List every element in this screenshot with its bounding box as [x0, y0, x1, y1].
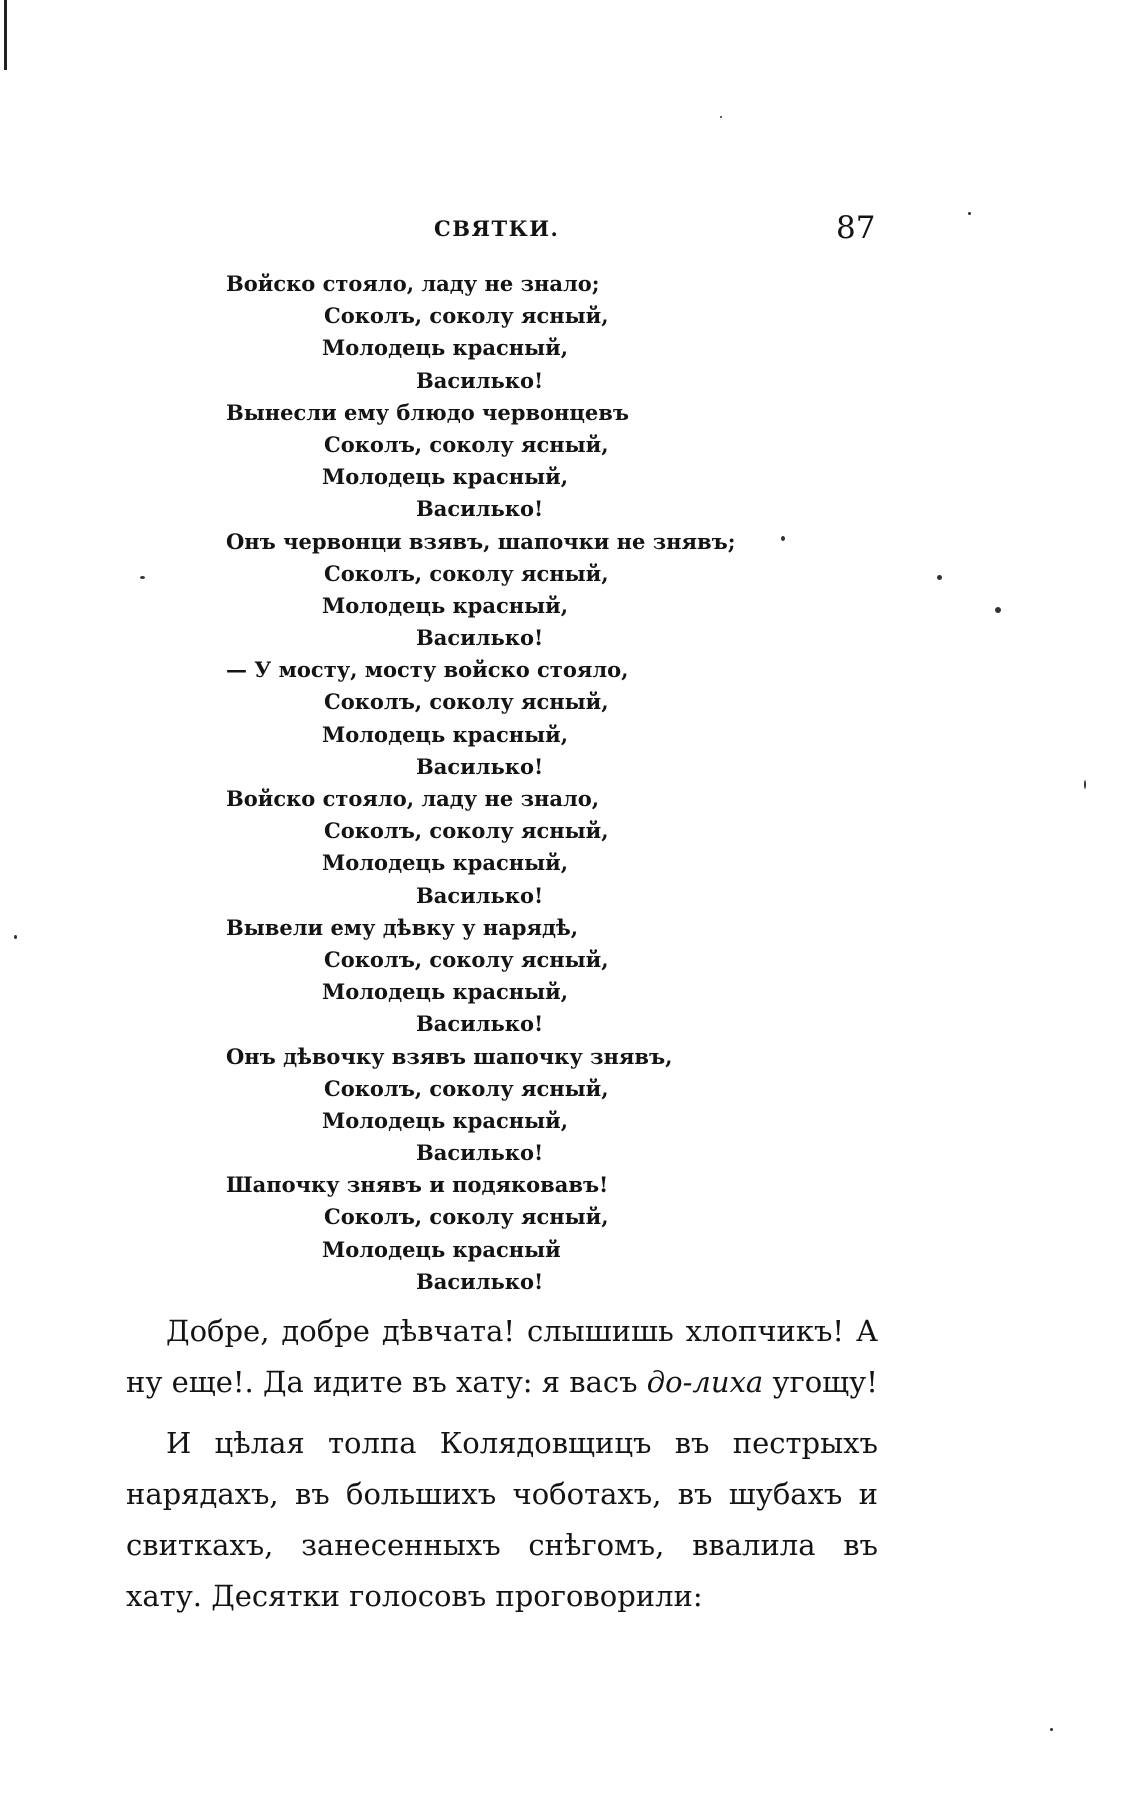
scan-speck: [968, 212, 971, 215]
scan-speck: [140, 576, 145, 579]
scan-speck: [995, 607, 1001, 613]
greeting-text-end: угощу!: [763, 1365, 878, 1399]
verse-line: Онъ дѣвочку взявъ шапочку знявъ,: [226, 1043, 673, 1069]
paragraph-narration: И цѣлая толпа Колядовщицъ въ пестрыхъ нарядахъ, въ большихъ чоботахъ, въ шубахъ и свиткахъ, занесенныхъ снѣгомъ, ввалила въ хату. Десятки голосовъ проговорили:: [126, 1426, 878, 1613]
refrain-name: Василько!: [416, 753, 544, 779]
paragraph-greeting: [126, 1306, 878, 1408]
refrain-line: Соколъ, соколу ясный,: [324, 689, 609, 715]
scan-speck: [1084, 780, 1086, 789]
prose-body: [126, 1306, 878, 1622]
verse-line: Онъ червонци взявъ, шапочки не знявъ;: [226, 528, 736, 554]
refrain-line: Соколъ, соколу ясный,: [324, 946, 609, 972]
verse-line: Шапочку знявъ и подяковавъ!: [226, 1172, 609, 1198]
refrain-line: Молодець красный,: [322, 850, 569, 876]
refrain-line: Соколъ, соколу ясный,: [324, 818, 609, 844]
page-edge-rule: [4, 0, 7, 70]
refrain-line: Соколъ, соколу ясный,: [324, 303, 609, 329]
scan-speck: [1050, 1728, 1053, 1731]
refrain-name: Василько!: [416, 1011, 544, 1037]
scan-speck: [937, 575, 942, 580]
refrain-line: Молодець красный,: [322, 464, 569, 490]
running-head: СВЯТКИ.: [434, 216, 560, 241]
verse-line: Войско стояло, ладу не знало;: [226, 271, 600, 296]
song-verses: [224, 268, 744, 1298]
greeting-text: Добре, добре дѣвчата! слышишь хлопчикъ! А ну еще!. Да идите въ хату: я васъ: [126, 1314, 878, 1399]
refrain-name: Василько!: [416, 1140, 544, 1166]
refrain-name: Василько!: [416, 1268, 544, 1294]
refrain-line: Соколъ, соколу ясный,: [324, 1204, 609, 1230]
refrain-line: Соколъ, соколу ясный,: [324, 1075, 609, 1101]
refrain-line: Молодець красный,: [322, 1107, 569, 1133]
scan-speck: [781, 536, 785, 541]
refrain-line: Молодець красный,: [322, 335, 569, 361]
refrain-line: Молодець красный,: [322, 592, 569, 618]
refrain-line: Молодець красный: [322, 1236, 561, 1262]
refrain-line: Соколъ, соколу ясный,: [324, 431, 609, 457]
refrain-name: Василько!: [416, 625, 544, 651]
refrain-line: Молодець красный,: [322, 979, 569, 1005]
verse-line: Войско стояло, ладу не знало,: [226, 786, 600, 811]
verse-line: Вывели ему дѣвку у нарядѣ,: [226, 914, 579, 940]
scan-speck: [720, 116, 722, 118]
verse-line: — У мосту, мосту войско стояло,: [226, 657, 629, 683]
refrain-line: Молодець красный,: [322, 721, 569, 747]
italic-word: до-лиха: [646, 1365, 764, 1399]
refrain-name: Василько!: [416, 882, 544, 908]
page-number: 87: [836, 210, 876, 246]
refrain-name: Василько!: [416, 496, 544, 522]
refrain-line: Соколъ, соколу ясный,: [324, 560, 609, 586]
refrain-name: Василько!: [416, 367, 544, 393]
verse-line: Вынесли ему блюдо червонцевъ: [226, 399, 629, 425]
scan-speck: [14, 935, 17, 939]
